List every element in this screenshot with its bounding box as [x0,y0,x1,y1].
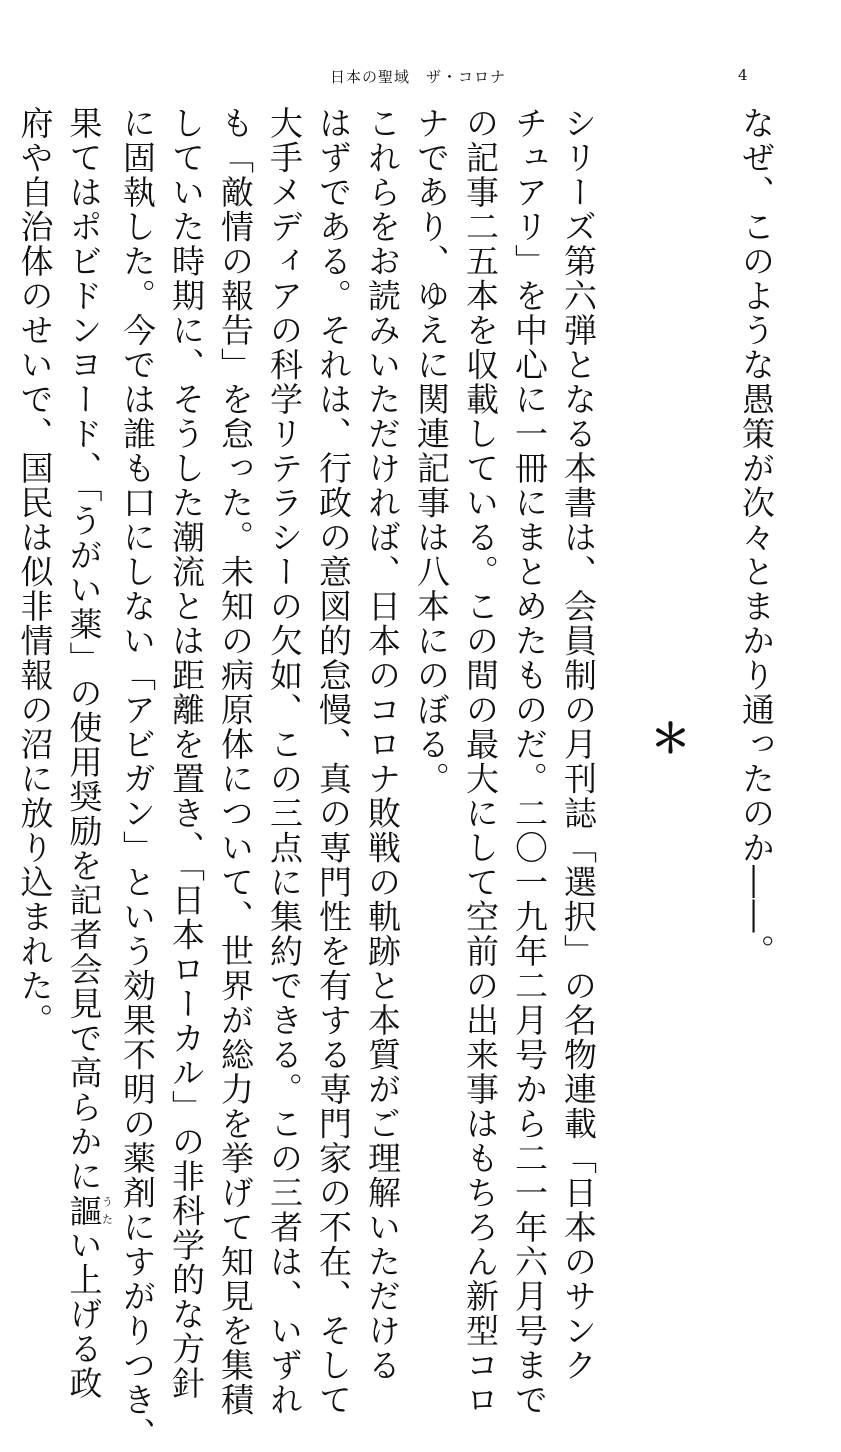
text-line: 大手メディアの科学リテラシーの欠如、この三点に集約できる。この三者は、いずれ [265,106,304,1417]
text-line: これらをお読みいただければ、日本のコロナ敗戦の軌跡と本質がご理解いただける [363,106,402,1383]
text-line: はずである。それは、行政の意図的怠慢、真の専門性を有する専門家の不在、そして [314,106,353,1417]
text-segment: 果てはポビドンヨード、「うがい薬」の使用奨励を記者会見で高らかに [64,106,104,1194]
ruby-base: 謳 [64,1193,104,1228]
text-line: シリーズ第六弾となる本書は、会員制の月刊誌「選択」の名物連載「日本のサンク [559,106,598,1383]
text-line: の記事二五本を収載している。この間の最大にして空前の出来事はもちろん新型コロ [461,106,500,1417]
paragraph-analysis [11,106,408,1452]
text-line: 府や自治体のせいで、国民は似非情報の沼に放り込まれた。 [15,106,55,1038]
text-segment: い上げる政 [64,1228,104,1401]
text-line-with-ruby [60,106,114,1401]
ruby-annotation [64,1193,114,1229]
paragraph-introduction [407,106,603,1417]
text-line: していた時期に、そうした潮流とは距離を置き、「日本ローカル」の非科学的な方針 [167,106,206,1401]
running-head-title: 日本の聖域 ザ・コロナ [330,68,507,86]
vertical-text-block [15,106,781,1452]
text-line: に固執した。今では誰も口にしない「アビガン」という効果不明の薬剤にすがりつき、 [118,106,157,1452]
closing-question-line: なぜ、このような愚策が次々とまかり通ったのか――。 [737,106,776,969]
text-line: も「敵情の報告」を怠った。未知の病原体について、世界が総力を挙げて知見を集積 [216,106,255,1417]
text-line: チュアリ」を中心に一冊にまとめたものだ。二〇一九年二月号から二一年六月号まで [510,106,549,1417]
section-gap [692,106,732,1156]
section-gap [603,106,643,1156]
section-separator-asterisk: ＊ [644,717,691,759]
ruby-reading: うた [100,1193,114,1228]
text-line: ナであり、ゆえに関連記事は八本にのぼる。 [412,106,451,796]
page-number: 4 [738,66,748,84]
